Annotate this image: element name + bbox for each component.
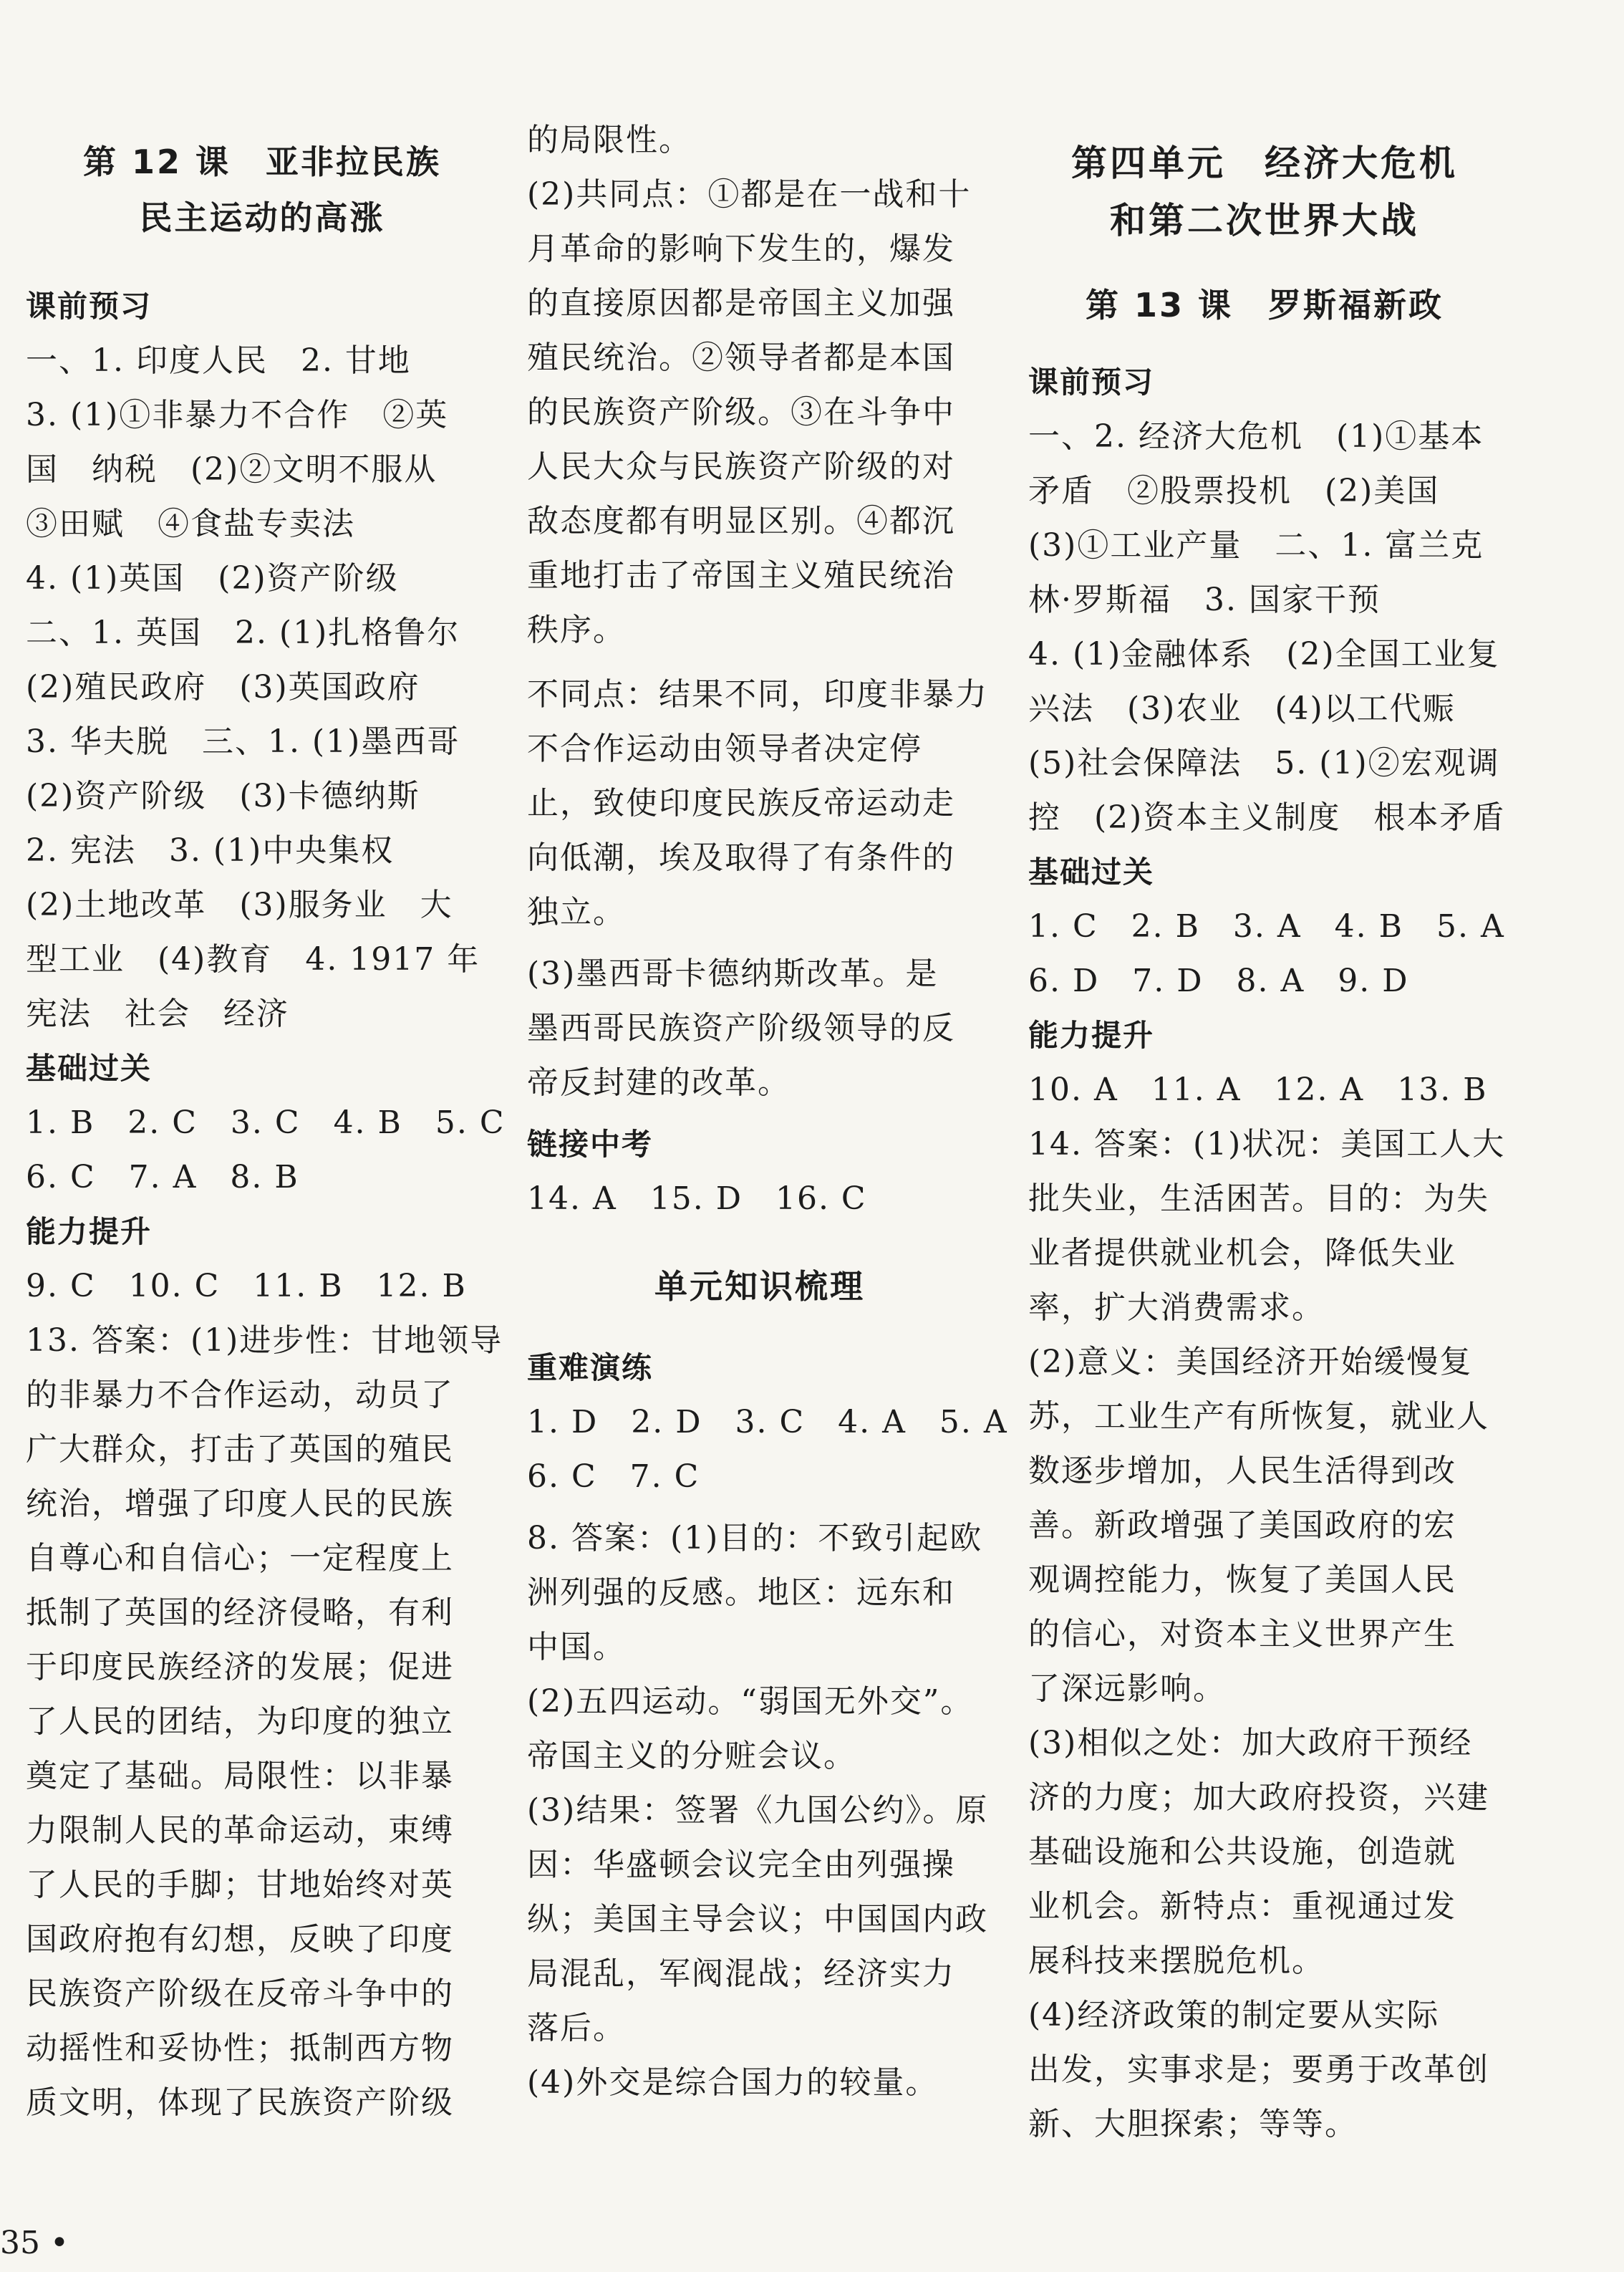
page-number: 35 • bbox=[0, 2225, 69, 2261]
section-heading: 能力提升 bbox=[1028, 1018, 1155, 1053]
text-line: 8. 答案：(1)目的：不致引起欧 bbox=[527, 1520, 983, 1556]
text-line: 自尊心和自信心；一定程度上 bbox=[26, 1540, 454, 1577]
text-line: 宪法 社会 经济 bbox=[26, 996, 289, 1032]
text-line: 抵制了英国的经济侵略，有利 bbox=[26, 1594, 454, 1631]
text-line: 6. C 7. C bbox=[527, 1458, 700, 1495]
text-line: 新、大胆探索；等等。 bbox=[1028, 2106, 1358, 2142]
text-line: 基础设施和公共设施，创造就 bbox=[1028, 1834, 1456, 1870]
text-line: 了人民的团结，为印度的独立 bbox=[26, 1703, 454, 1740]
text-line: (4)经济政策的制定要从实际 bbox=[1028, 1997, 1440, 2033]
text-line: 中国。 bbox=[527, 1629, 626, 1665]
text-line: 济的力度；加大政府投资，兴建 bbox=[1028, 1779, 1489, 1816]
text-line: 6. D 7. D 8. A 9. D bbox=[1028, 963, 1409, 999]
text-line: 重地打击了帝国主义殖民统治 bbox=[527, 557, 955, 594]
text-line: 秩序。 bbox=[527, 612, 626, 648]
section-heading: 能力提升 bbox=[26, 1214, 153, 1249]
lesson-title: 单元知识梳理 bbox=[654, 1267, 865, 1306]
text-line: 的直接原因都是帝国主义加强 bbox=[527, 285, 955, 322]
lesson-title: 民主运动的高涨 bbox=[139, 198, 385, 237]
text-line: 不同点：结果不同，印度非暴力 bbox=[527, 676, 988, 713]
text-line: (3)墨西哥卡德纳斯改革。是 bbox=[527, 956, 939, 992]
text-line: (5)社会保障法 5. (1)②宏观调 bbox=[1028, 745, 1500, 781]
text-line: 观调控能力，恢复了美国人民 bbox=[1028, 1561, 1456, 1598]
text-line: 洲列强的反感。地区：远东和 bbox=[527, 1574, 955, 1611]
text-line: 林·罗斯福 3. 国家干预 bbox=[1028, 582, 1381, 618]
text-line: 3. (1)①非暴力不合作 ②英 bbox=[26, 397, 449, 433]
unit-title: 和第二次世界大战 bbox=[1110, 200, 1419, 241]
text-line: 了人民的手脚；甘地始终对英 bbox=[26, 1867, 454, 1903]
text-line: 1. C 2. B 3. A 4. B 5. A bbox=[1028, 908, 1505, 945]
text-line: 墨西哥民族资产阶级领导的反 bbox=[527, 1010, 955, 1046]
unit-title: 第四单元 经济大危机 bbox=[1071, 143, 1458, 184]
text-line: 的信心，对资本主义世界产生 bbox=[1028, 1616, 1456, 1652]
text-line: 落后。 bbox=[527, 2010, 626, 2046]
text-line: 局混乱，军阀混战；经济实力 bbox=[527, 1955, 955, 1992]
section-heading: 基础过关 bbox=[1028, 855, 1155, 890]
text-line: 国 纳税 (2)②文明不服从 bbox=[26, 451, 438, 488]
text-line: 一、2. 经济大危机 (1)①基本 bbox=[1028, 418, 1484, 455]
text-line: 14. 答案：(1)状况：美国工人大 bbox=[1028, 1126, 1506, 1163]
text-line: 4. (1)金融体系 (2)全国工业复 bbox=[1028, 636, 1500, 673]
text-line: (2)意义：美国经济开始缓慢复 bbox=[1028, 1344, 1473, 1380]
text-line: 控 (2)资本主义制度 根本矛盾 bbox=[1028, 799, 1506, 836]
text-line: (2)资产阶级 (3)卡德纳斯 bbox=[26, 778, 420, 814]
text-line: 殖民统治。②领导者都是本国 bbox=[527, 340, 955, 376]
text-line: (2)殖民政府 (3)英国政府 bbox=[26, 669, 420, 706]
text-line: 业机会。新特点：重视通过发 bbox=[1028, 1888, 1456, 1925]
text-line: ③田赋 ④食盐专卖法 bbox=[26, 506, 355, 542]
text-line: 批失业，生活困苦。目的：为失 bbox=[1028, 1180, 1489, 1217]
text-line: 2. 宪法 3. (1)中央集权 bbox=[26, 832, 395, 869]
text-line: (2)土地改革 (3)服务业 大 bbox=[26, 887, 453, 923]
text-line: (3)结果：签署《九国公约》。原 bbox=[527, 1792, 989, 1829]
text-line: 力限制人民的革命运动，束缚 bbox=[26, 1812, 454, 1849]
text-line: 1. D 2. D 3. C 4. A 5. A bbox=[527, 1404, 1008, 1440]
text-line: 广大群众，打击了英国的殖民 bbox=[26, 1431, 454, 1468]
section-heading: 课前预习 bbox=[26, 289, 153, 324]
text-line: 敌态度都有明显区别。④都沉 bbox=[527, 503, 955, 539]
text-line: (2)共同点：①都是在一战和十 bbox=[527, 176, 972, 213]
text-line: 不合作运动由领导者决定停 bbox=[527, 731, 922, 767]
section-heading: 链接中考 bbox=[527, 1127, 654, 1162]
text-line: 质文明，体现了民族资产阶级 bbox=[26, 2084, 454, 2121]
text-line: 动摇性和妥协性；抵制西方物 bbox=[26, 2030, 454, 2066]
text-line: 9. C 10. C 11. B 12. B bbox=[26, 1268, 467, 1304]
text-line: 奠定了基础。局限性：以非暴 bbox=[26, 1758, 454, 1794]
text-line: 独立。 bbox=[527, 894, 626, 930]
text-line: 月革命的影响下发生的，爆发 bbox=[527, 231, 955, 267]
text-line: 民族资产阶级在反帝斗争中的 bbox=[26, 1975, 454, 2012]
text-line: 帝反封建的改革。 bbox=[527, 1064, 791, 1101]
text-line: 13. 答案：(1)进步性：甘地领导 bbox=[26, 1322, 503, 1359]
text-line: 14. A 15. D 16. C bbox=[527, 1180, 867, 1217]
text-line: (3)①工业产量 二、1. 富兰克 bbox=[1028, 527, 1484, 564]
text-line: 止，致使印度民族反帝运动走 bbox=[527, 785, 955, 822]
text-line: 的局限性。 bbox=[527, 122, 692, 158]
text-line: 了深远影响。 bbox=[1028, 1670, 1226, 1707]
text-line: 二、1. 英国 2. (1)扎格鲁尔 bbox=[26, 615, 460, 651]
lesson-title: 第 13 课 罗斯福新政 bbox=[1085, 286, 1444, 324]
text-line: 1. B 2. C 3. C 4. B 5. C bbox=[26, 1104, 506, 1141]
text-line: 4. (1)英国 (2)资产阶级 bbox=[26, 560, 399, 597]
text-line: 率，扩大消费需求。 bbox=[1028, 1289, 1325, 1326]
text-line: 型工业 (4)教育 4. 1917 年 bbox=[26, 941, 480, 978]
text-line: 一、1. 印度人民 2. 甘地 bbox=[26, 342, 411, 379]
section-heading: 重难演练 bbox=[527, 1350, 654, 1385]
text-line: 善。新政增强了美国政府的宏 bbox=[1028, 1507, 1456, 1544]
text-line: 纵；美国主导会议；中国国内政 bbox=[527, 1901, 988, 1938]
text-line: 业者提供就业机会，降低失业 bbox=[1028, 1235, 1456, 1271]
text-line: 国政府抱有幻想，反映了印度 bbox=[26, 1921, 454, 1958]
text-line: 3. 华夫脱 三、1. (1)墨西哥 bbox=[26, 723, 460, 760]
text-line: (3)相似之处：加大政府干预经 bbox=[1028, 1725, 1473, 1761]
text-line: 矛盾 ②股票投机 (2)美国 bbox=[1028, 473, 1440, 509]
text-line: 10. A 11. A 12. A 13. B bbox=[1028, 1072, 1488, 1108]
text-line: (4)外交是综合国力的较量。 bbox=[527, 2064, 939, 2101]
text-line: 兴法 (3)农业 (4)以工代赈 bbox=[1028, 690, 1456, 727]
text-line: 的非暴力不合作运动，动员了 bbox=[26, 1377, 454, 1413]
text-line: 6. C 7. A 8. B bbox=[26, 1159, 299, 1195]
text-line: 向低潮，埃及取得了有条件的 bbox=[527, 839, 955, 876]
section-heading: 基础过关 bbox=[26, 1051, 153, 1086]
section-heading: 课前预习 bbox=[1028, 365, 1155, 400]
text-line: 统治，增强了印度人民的民族 bbox=[26, 1486, 454, 1522]
text-line: 的民族资产阶级。③在斗争中 bbox=[527, 394, 955, 430]
text-line: 帝国主义的分赃会议。 bbox=[527, 1738, 856, 1774]
text-line: 因：华盛顿会议完全由列强操 bbox=[527, 1847, 955, 1883]
text-line: 人民大众与民族资产阶级的对 bbox=[527, 448, 955, 485]
text-line: 于印度民族经济的发展；促进 bbox=[26, 1649, 454, 1685]
text-line: 展科技来摆脱危机。 bbox=[1028, 1943, 1325, 1979]
text-line: 苏，工业生产有所恢复，就业人 bbox=[1028, 1398, 1489, 1435]
text-line: 数逐步增加，人民生活得到改 bbox=[1028, 1453, 1456, 1489]
text-line: (2)五四运动。“弱国无外交”。 bbox=[527, 1683, 974, 1720]
text-line: 出发，实事求是；要勇于改革创 bbox=[1028, 2051, 1489, 2088]
lesson-title: 第 12 课 亚非拉民族 bbox=[82, 143, 442, 181]
